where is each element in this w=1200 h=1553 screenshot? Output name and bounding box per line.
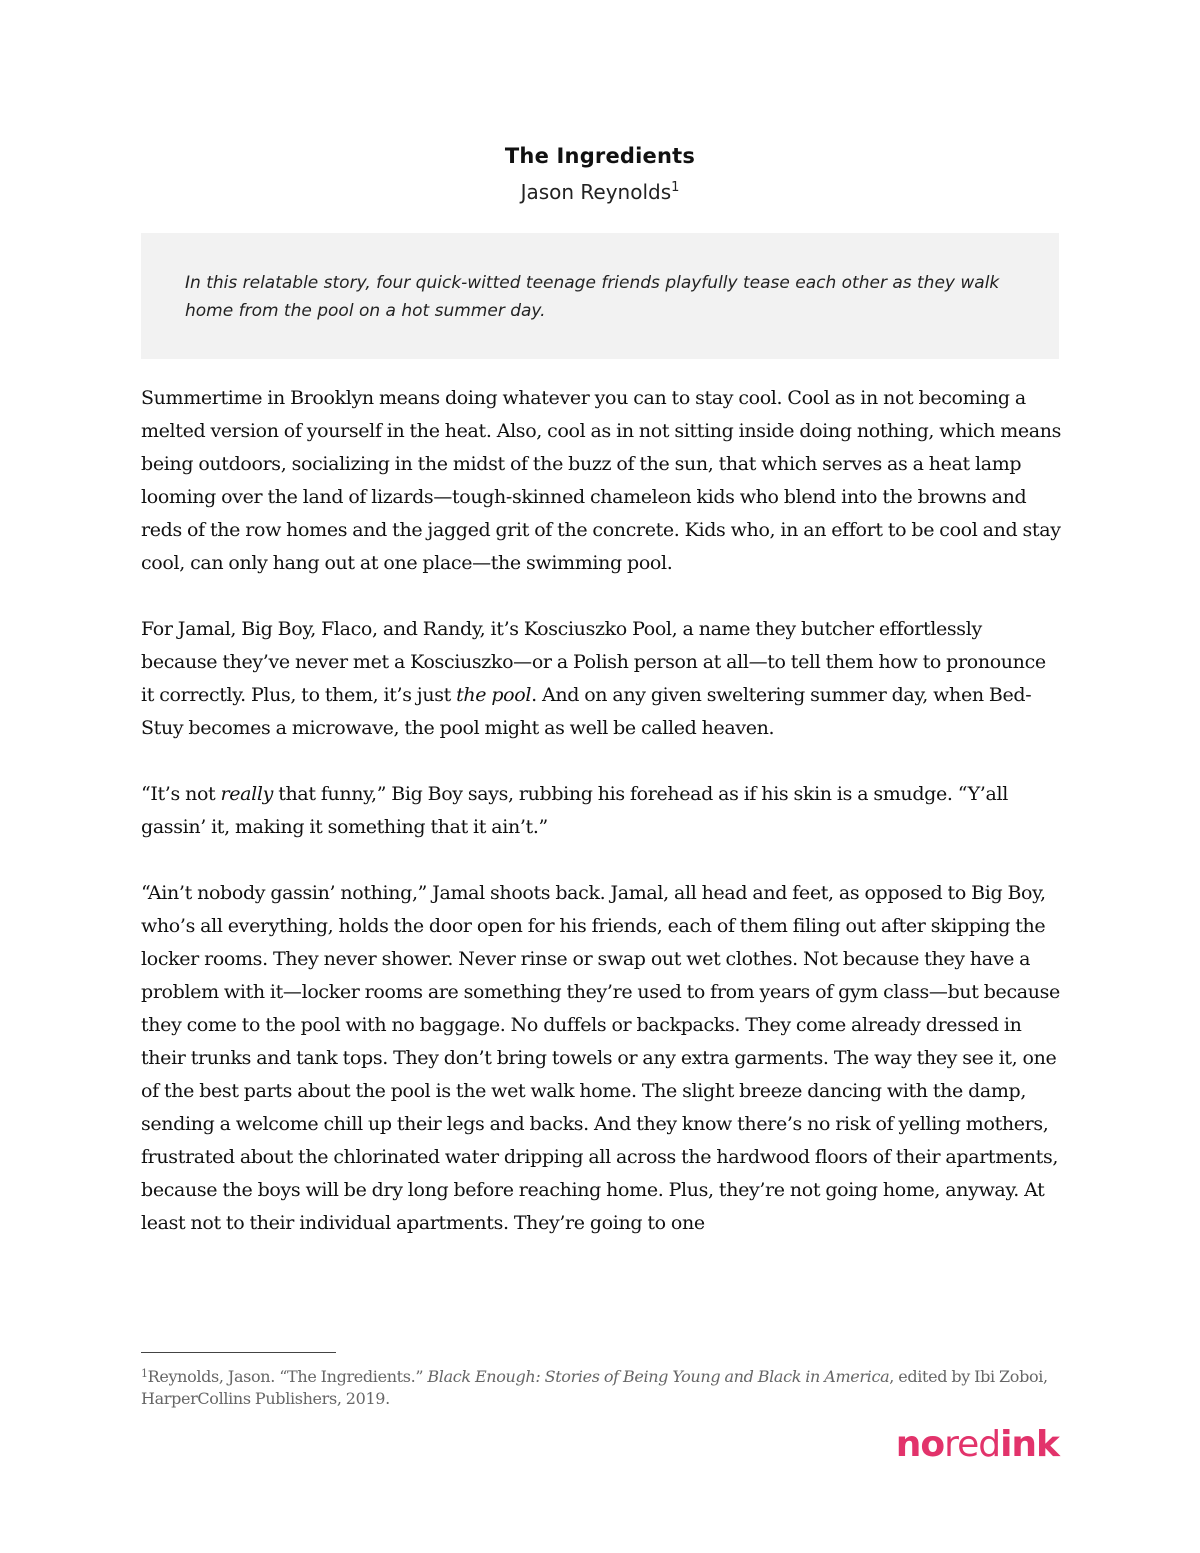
- paragraph-3-text-b: that funny,” Big Boy says, rubbing his forehead as if his skin is a smudge. “Y’all gassin’ it, making it something that it ain’t.”: [141, 783, 1008, 838]
- summary-box: [141, 233, 1059, 359]
- story-title: The Ingredients: [504, 144, 696, 168]
- paragraph-2: [141, 613, 1061, 745]
- paragraph-2-text-b: . And on any given sweltering summer day, when Bed-Stuy becomes a microwave, the pool might as well be called heaven.: [141, 684, 1032, 739]
- footnote-text-a: Reynolds, Jason. “The Ingredients.”: [147, 1367, 428, 1386]
- paragraph-3-emphasis: really: [220, 783, 273, 805]
- paragraph-2-text-a: For Jamal, Big Boy, Flaco, and Randy, it’s Kosciuszko Pool, a name they butcher effortlessly because they’ve never met a Kosciuszko—or a Polish person at all—to tell them how to pronounce it correctly. Plus, to them, it’s just: [141, 618, 1046, 706]
- paragraph-1: Summertime in Brooklyn means doing whatever you can to stay cool. Cool as in not becoming a melted version of yourself in the heat. Also, cool as in not sitting inside doing nothing, which means being outdoors, socializing in the midst of the buzz of the sun, that which serves as a heat lamp looming over the land of lizards—tough-skinned chameleon kids who blend into the browns and reds of the row homes and the jagged grit of the concrete. Kids who, in an effort to be cool and stay cool, can only hang out at one place—the swimming pool.: [141, 387, 1062, 574]
- footnote-divider: [141, 1352, 336, 1353]
- footnote: [141, 1366, 1071, 1410]
- summary-text: In this relatable story, four quick-witted teenage friends playfully tease each other as they walk home from the pool on a hot summer day.: [185, 273, 1000, 321]
- footnote-book-title: Black Enough: Stories of Being Young and Black in America: [427, 1367, 890, 1386]
- footnote-reference: 1: [671, 180, 680, 195]
- paragraph-2-emphasis: the pool: [456, 684, 532, 706]
- author-name: Jason Reynolds: [520, 180, 672, 204]
- footnote-text-b: , edited by Ibi Zoboi, HarperCollins Publishers, 2019.: [141, 1367, 1048, 1408]
- author-line: [0, 180, 1200, 204]
- logo-part-no: no: [895, 1424, 945, 1465]
- logo-part-ink: ink: [1000, 1424, 1059, 1465]
- paragraph-3: [141, 778, 1061, 844]
- paragraph-3-text-a: “It’s not: [141, 783, 221, 805]
- footnote-marker: 1: [141, 1367, 148, 1380]
- logo-part-red: red: [944, 1424, 1001, 1465]
- noredink-logo: [896, 1424, 1059, 1465]
- paragraph-4: “Ain’t nobody gassin’ nothing,” Jamal shoots back. Jamal, all head and feet, as opposed to Big Boy, who’s all everything, holds the door open for his friends, each of them filing out after skipping the locker rooms. They never shower. Never rinse or swap out wet clothes. Not because they have a problem with it—locker rooms are something they’re used to from years of gym class—but because they come to the pool with no baggage. No duffels or backpacks. They come already dressed in their trunks and tank tops. They don’t bring towels or any extra garments. The way they see it, one of the best parts about the pool is the wet walk home. The slight breeze dancing with the damp, sending a welcome chill up their legs and backs. And they know there’s no risk of yelling mothers, frustrated about the chlorinated water dripping all across the hardwood floors of their apartments, because the boys will be dry long before reaching home. Plus, they’re not going home, anyway. At least not to their individual apartments. They’re going to one: [141, 882, 1060, 1234]
- story-body: [141, 382, 1061, 1240]
